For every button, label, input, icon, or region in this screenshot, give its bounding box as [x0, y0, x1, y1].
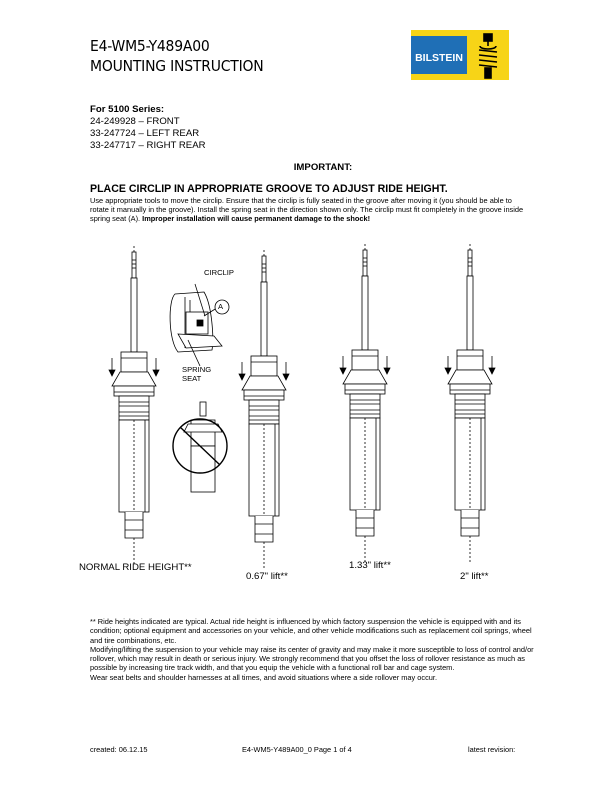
series-block	[90, 104, 206, 152]
instructions-warning: Improper installation will cause permanent damage to the shock!	[142, 214, 371, 223]
title-subtitle: MOUNTING INSTRUCTION	[90, 57, 264, 75]
spring-seat-label: SPRING SEAT	[182, 365, 212, 383]
shock-1-33-lift	[340, 244, 390, 562]
footer-page: E4-WM5-Y489A00_0 Page 1 of 4	[242, 745, 352, 754]
instructions-text	[90, 196, 530, 223]
series-heading: For 5100 Series:	[90, 104, 165, 115]
instructions-body: Use appropriate tools to move the circlip. Ensure that the circlip is fully seated in the groove after moving it (you should be able to rotate it manually in the groove). Install the spring seat in the direction shown only. The circlip must fit completely in the groove inside spring seat (A).	[90, 196, 524, 223]
height-label-0-67: 0.67" lift**	[246, 571, 288, 582]
height-label-1-33: 1.33" lift**	[349, 560, 391, 571]
important-label: IMPORTANT:	[293, 162, 353, 173]
section-title: PLACE CIRCLIP IN APPROPRIATE GROOVE TO ADJUST RIDE HEIGHT.	[90, 183, 448, 195]
title-part-number: E4-WM5-Y489A00	[90, 37, 210, 55]
part-number-front: 24-249928 – FRONT	[90, 116, 180, 127]
footnote-ride-height: ** Ride heights indicated are typical. Actual ride height is influenced by which factory suspension the vehicle is equipped with and its condition; optional equipment and accessories on your vehicle, and other vehicle modifications such as replacement coil springs, wheel and tire combinations, etc.	[90, 617, 532, 645]
circlip-detail	[170, 284, 229, 366]
wrong-orientation-icon	[173, 402, 227, 492]
shock-2-lift	[445, 244, 495, 562]
shock-normal	[109, 246, 159, 564]
footnotes	[90, 617, 545, 682]
part-number-right-rear: 33-247717 – RIGHT REAR	[90, 140, 206, 151]
circlip-label: CIRCLIP	[204, 268, 234, 277]
footer-created: created: 06.12.15	[90, 745, 148, 754]
logo-text: BILSTEIN	[415, 52, 463, 64]
bilstein-logo	[411, 30, 509, 80]
height-label-2: 2" lift**	[460, 571, 489, 582]
ride-height-figure	[0, 240, 612, 590]
shock-0-67-lift	[239, 250, 289, 568]
callout-a-label: A	[218, 302, 224, 311]
footnote-seat-belts: Wear seat belts and shoulder harnesses at all times, and avoid situations where a side rollover may occur.	[90, 672, 437, 682]
shock-diagram	[0, 240, 612, 590]
part-number-left-rear: 33-247724 – LEFT REAR	[90, 128, 200, 139]
footnote-lift-warning: Modifying/lifting the suspension to your vehicle may raise its center of gravity and may make it more susceptible to loss of control and/or rollover, which may result in death or serious injury. We strongly recommend that you offset the loss of rollover resistance as much as possible by increasing tire track width, and that you equip the vehicle with a functional roll bar and cage system.	[90, 644, 534, 673]
height-label-normal: NORMAL RIDE HEIGHT**	[79, 562, 192, 573]
footer-revision: latest revision:	[468, 745, 516, 754]
document-title	[90, 36, 264, 76]
